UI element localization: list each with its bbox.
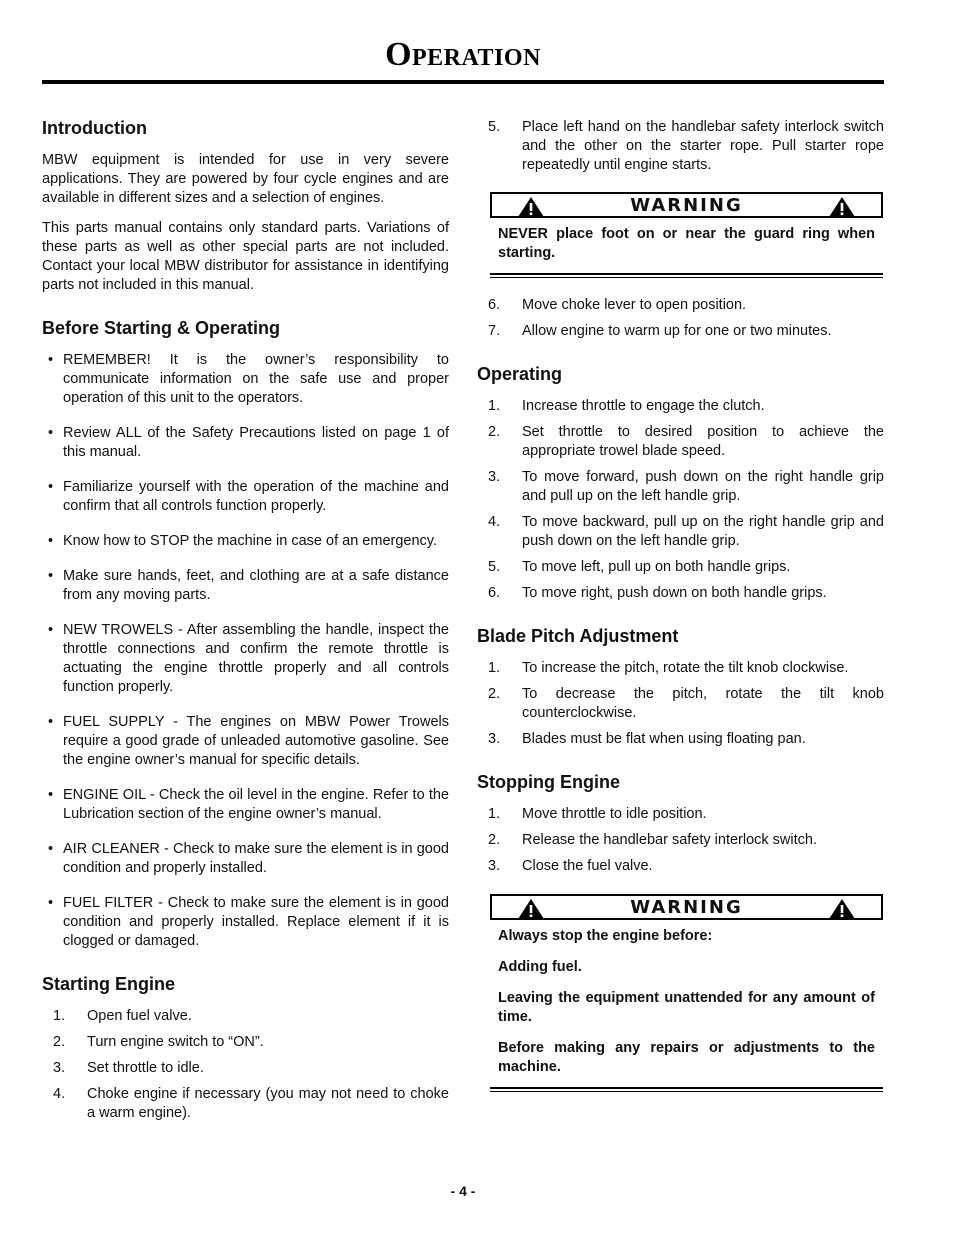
- warning-body: [490, 920, 883, 1083]
- list-item: • Make sure hands, feet, and clothing are at a safe distance from any moving parts.: [48, 568, 449, 603]
- list-item: 2. Release the handlebar safety interlock switch.: [488, 832, 817, 848]
- page-number: - 4 -: [450, 1183, 476, 1199]
- left-column: [42, 117, 449, 1145]
- stopping-engine-steps: [477, 805, 884, 876]
- before-starting-list: [42, 351, 449, 951]
- list-item: 4. To move backward, pull up on the right handle grip and push down on the left handle grip.: [488, 514, 884, 549]
- blade-pitch-steps: [477, 659, 884, 749]
- list-item: 5. Place left hand on the handlebar safety interlock switch and the other on the starter rope. Pull starter rope repeatedly until engine starts.: [488, 119, 884, 173]
- right-column: [477, 118, 884, 1110]
- warning-text: Always stop the engine before:: [498, 928, 713, 944]
- list-item: 3. Set throttle to idle.: [53, 1060, 204, 1076]
- list-item: 1. Increase throttle to engage the clutch.: [488, 398, 765, 414]
- warning-bottom-rule: [490, 273, 883, 278]
- list-item: 4. Choke engine if necessary (you may not need to choke a warm engine).: [53, 1086, 449, 1121]
- warning-box: [490, 192, 883, 278]
- list-item: • ENGINE OIL - Check the oil level in the engine. Refer to the Lubrication section of the engine owner’s manual.: [48, 787, 449, 822]
- operating-heading: Operating: [477, 364, 563, 384]
- list-item: • Review ALL of the Safety Precautions listed on page 1 of this manual.: [48, 425, 449, 460]
- list-item: 5. To move left, pull up on both handle grips.: [488, 559, 791, 575]
- introduction-paragraph: This parts manual contains only standard parts. Variations of these parts as well as other special parts are not included. Contact your local MBW distributor for assistance in identifying parts not included in this manual.: [42, 220, 449, 293]
- warning-label: WARNING: [630, 195, 743, 216]
- list-item: • FUEL FILTER - Check to make sure the element is in good condition and properly installed. Replace element if it is clogged or damaged.: [48, 895, 449, 949]
- title-rule: [42, 80, 884, 84]
- list-item: 2. Turn engine switch to “ON”.: [53, 1034, 264, 1050]
- list-item: • NEW TROWELS - After assembling the handle, inspect the throttle connections and confirm the remote throttle is actuating the engine throttle properly and all controls function properly.: [48, 622, 449, 695]
- warning-text: NEVER place foot on or near the guard ring when starting.: [498, 226, 875, 261]
- stopping-engine-heading: Stopping Engine: [477, 772, 620, 792]
- list-item: 7. Allow engine to warm up for one or two minutes.: [488, 323, 832, 339]
- list-item: 3. To move forward, push down on the right handle grip and pull up on the left handle grip.: [488, 469, 884, 504]
- blade-pitch-heading: Blade Pitch Adjustment: [477, 626, 679, 646]
- page-title: Operation: [385, 36, 541, 73]
- operating-steps: [477, 397, 884, 603]
- introduction-heading: Introduction: [42, 118, 147, 138]
- list-item: 2. Set throttle to desired position to achieve the appropriate trowel blade speed.: [488, 424, 884, 459]
- introduction-paragraph: MBW equipment is intended for use in very severe applications. They are powered by four cycle engines and are available in different sizes and a selection of engines.: [42, 152, 449, 206]
- list-item: 3. Close the fuel valve.: [488, 858, 653, 874]
- list-item: • AIR CLEANER - Check to make sure the element is in good condition and properly installed.: [48, 841, 449, 876]
- list-item: • FUEL SUPPLY - The engines on MBW Power Trowels require a good grade of unleaded automotive gasoline. See the engine owner’s manual for specific details.: [48, 714, 449, 768]
- list-item: 1. Open fuel valve.: [53, 1008, 192, 1024]
- warning-label: WARNING: [630, 897, 743, 918]
- list-item: • REMEMBER! It is the owner’s responsibility to communicate information on the safe use and proper operation of this unit to the operators.: [48, 352, 449, 406]
- starting-engine-steps: [42, 1007, 449, 1123]
- list-item: 1. To increase the pitch, rotate the tilt knob clockwise.: [488, 660, 849, 676]
- list-item: 3. Blades must be flat when using floating pan.: [488, 731, 806, 747]
- warning-box: [490, 894, 883, 1092]
- warning-header: [490, 894, 883, 920]
- list-item: 1. Move throttle to idle position.: [488, 806, 707, 822]
- warning-triangle-icon: [829, 197, 855, 217]
- warning-bottom-rule: [490, 1087, 883, 1092]
- starting-engine-steps-continued: [477, 296, 884, 341]
- warning-header: [490, 192, 883, 218]
- before-starting-heading: Before Starting & Operating: [42, 318, 281, 338]
- warning-body: [490, 218, 883, 269]
- list-item: 6. Move choke lever to open position.: [488, 297, 747, 313]
- list-item: 6. To move right, push down on both handle grips.: [488, 585, 827, 601]
- list-item: • Familiarize yourself with the operation of the machine and confirm that all controls function properly.: [48, 479, 449, 514]
- warning-text: Adding fuel.: [498, 959, 582, 975]
- list-item: • Know how to STOP the machine in case of an emergency.: [48, 533, 437, 549]
- warning-text: Before making any repairs or adjustments to the machine.: [498, 1040, 875, 1075]
- starting-engine-heading: Starting Engine: [42, 974, 176, 994]
- warning-triangle-icon: [829, 899, 855, 919]
- warning-text: Leaving the equipment unattended for any amount of time.: [498, 990, 875, 1025]
- starting-engine-steps-continued: [477, 118, 884, 175]
- list-item: 2. To decrease the pitch, rotate the tilt knob counterclockwise.: [488, 686, 884, 721]
